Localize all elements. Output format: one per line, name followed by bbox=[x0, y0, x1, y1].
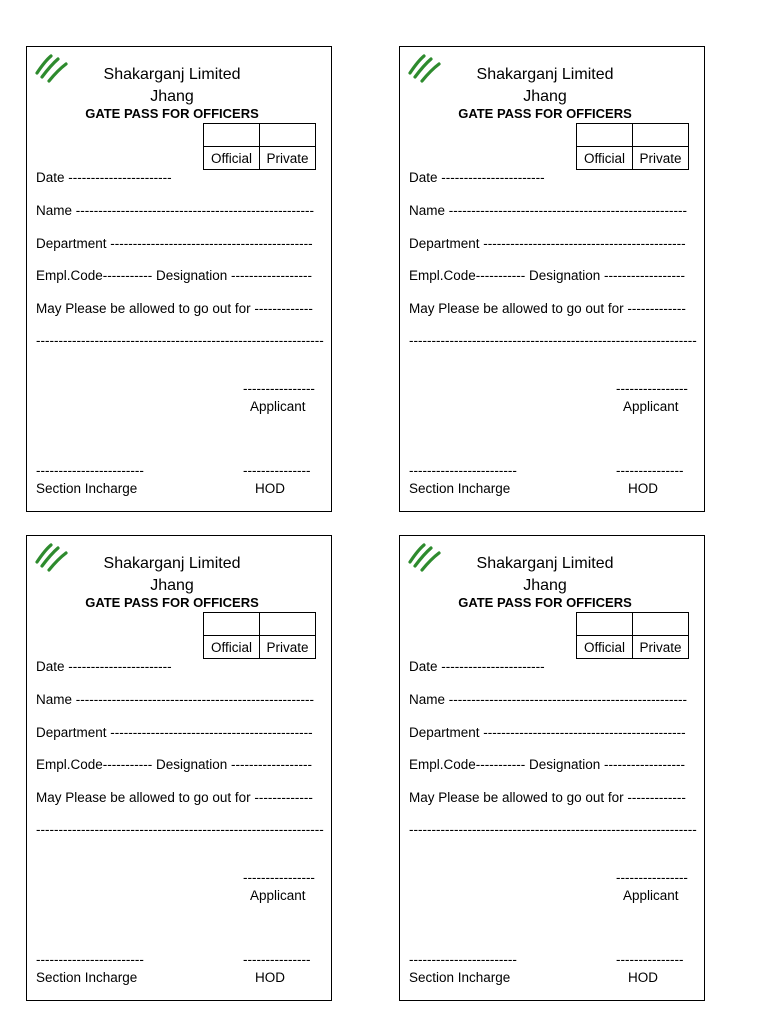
private-checkbox[interactable] bbox=[633, 124, 689, 147]
section-signature-line: ------------------------ bbox=[409, 463, 517, 478]
applicant-signature-line: ---------------- bbox=[616, 381, 688, 396]
private-checkbox[interactable] bbox=[260, 613, 316, 636]
hod-label: HOD bbox=[255, 481, 285, 496]
section-signature-line: ------------------------ bbox=[36, 952, 144, 967]
section-incharge-label: Section Incharge bbox=[36, 970, 138, 985]
applicant-label: Applicant bbox=[250, 399, 306, 414]
hod-label: HOD bbox=[255, 970, 285, 985]
pass-type-box bbox=[203, 612, 316, 659]
official-checkbox[interactable] bbox=[577, 124, 633, 147]
company-name: Shakarganj Limited bbox=[476, 555, 614, 572]
company-city: Jhang bbox=[523, 577, 567, 594]
code-designation-field[interactable]: Empl.Code----------- Designation ------------------ bbox=[36, 757, 312, 772]
form-title: GATE PASS FOR OFFICERS bbox=[85, 106, 259, 121]
date-field[interactable]: Date ----------------------- bbox=[36, 170, 172, 185]
hod-signature-line: --------------- bbox=[243, 463, 311, 478]
official-label: Official bbox=[577, 147, 633, 170]
official-label: Official bbox=[204, 147, 260, 170]
section-incharge-label: Section Incharge bbox=[409, 481, 511, 496]
hod-signature-line: --------------- bbox=[616, 952, 684, 967]
department-field[interactable]: Department --------------------------------------------- bbox=[409, 725, 686, 740]
department-field[interactable]: Department --------------------------------------------- bbox=[36, 236, 313, 251]
form-title: GATE PASS FOR OFFICERS bbox=[85, 595, 259, 610]
section-signature-line: ------------------------ bbox=[409, 952, 517, 967]
pass-type-box bbox=[203, 123, 316, 170]
name-field[interactable]: Name ----------------------------------------------------- bbox=[409, 203, 688, 218]
name-field[interactable]: Name ----------------------------------------------------- bbox=[36, 203, 315, 218]
date-field[interactable]: Date ----------------------- bbox=[409, 170, 545, 185]
gate-pass-card bbox=[26, 535, 332, 1001]
purpose-field[interactable]: May Please be allowed to go out for ------------- bbox=[409, 790, 686, 805]
official-checkbox[interactable] bbox=[204, 124, 260, 147]
hod-signature-line: --------------- bbox=[616, 463, 684, 478]
applicant-label: Applicant bbox=[623, 399, 679, 414]
code-designation-field[interactable]: Empl.Code----------- Designation ------------------ bbox=[409, 268, 685, 283]
section-incharge-label: Section Incharge bbox=[409, 970, 511, 985]
name-field[interactable]: Name ----------------------------------------------------- bbox=[36, 692, 315, 707]
purpose-continuation-field[interactable]: ---------------------------------------------------------------- bbox=[409, 822, 697, 837]
applicant-label: Applicant bbox=[250, 888, 306, 903]
department-field[interactable]: Department --------------------------------------------- bbox=[36, 725, 313, 740]
official-checkbox[interactable] bbox=[204, 613, 260, 636]
company-name: Shakarganj Limited bbox=[103, 555, 241, 572]
pass-type-box bbox=[576, 612, 689, 659]
private-checkbox[interactable] bbox=[633, 613, 689, 636]
section-incharge-label: Section Incharge bbox=[36, 481, 138, 496]
date-field[interactable]: Date ----------------------- bbox=[409, 659, 545, 674]
form-title: GATE PASS FOR OFFICERS bbox=[458, 595, 632, 610]
company-city: Jhang bbox=[523, 88, 567, 105]
date-field[interactable]: Date ----------------------- bbox=[36, 659, 172, 674]
purpose-field[interactable]: May Please be allowed to go out for ------------- bbox=[409, 301, 686, 316]
applicant-signature-line: ---------------- bbox=[616, 870, 688, 885]
official-label: Official bbox=[204, 636, 260, 659]
applicant-signature-line: ---------------- bbox=[243, 870, 315, 885]
official-checkbox[interactable] bbox=[577, 613, 633, 636]
code-designation-field[interactable]: Empl.Code----------- Designation ------------------ bbox=[36, 268, 312, 283]
purpose-continuation-field[interactable]: ---------------------------------------------------------------- bbox=[36, 333, 324, 348]
private-checkbox[interactable] bbox=[260, 124, 316, 147]
applicant-label: Applicant bbox=[623, 888, 679, 903]
name-field[interactable]: Name ----------------------------------------------------- bbox=[409, 692, 688, 707]
gate-pass-card bbox=[399, 535, 705, 1001]
hod-label: HOD bbox=[628, 481, 658, 496]
private-label: Private bbox=[633, 147, 689, 170]
purpose-continuation-field[interactable]: ---------------------------------------------------------------- bbox=[409, 333, 697, 348]
gate-pass-card bbox=[399, 46, 705, 512]
purpose-continuation-field[interactable]: ---------------------------------------------------------------- bbox=[36, 822, 324, 837]
hod-signature-line: --------------- bbox=[243, 952, 311, 967]
company-name: Shakarganj Limited bbox=[476, 66, 614, 83]
code-designation-field[interactable]: Empl.Code----------- Designation ------------------ bbox=[409, 757, 685, 772]
company-city: Jhang bbox=[150, 577, 194, 594]
private-label: Private bbox=[260, 147, 316, 170]
purpose-field[interactable]: May Please be allowed to go out for ------------- bbox=[36, 790, 313, 805]
private-label: Private bbox=[260, 636, 316, 659]
section-signature-line: ------------------------ bbox=[36, 463, 144, 478]
private-label: Private bbox=[633, 636, 689, 659]
hod-label: HOD bbox=[628, 970, 658, 985]
gate-pass-card bbox=[26, 46, 332, 512]
company-city: Jhang bbox=[150, 88, 194, 105]
department-field[interactable]: Department --------------------------------------------- bbox=[409, 236, 686, 251]
company-name: Shakarganj Limited bbox=[103, 66, 241, 83]
applicant-signature-line: ---------------- bbox=[243, 381, 315, 396]
pass-type-box bbox=[576, 123, 689, 170]
purpose-field[interactable]: May Please be allowed to go out for ------------- bbox=[36, 301, 313, 316]
form-title: GATE PASS FOR OFFICERS bbox=[458, 106, 632, 121]
official-label: Official bbox=[577, 636, 633, 659]
